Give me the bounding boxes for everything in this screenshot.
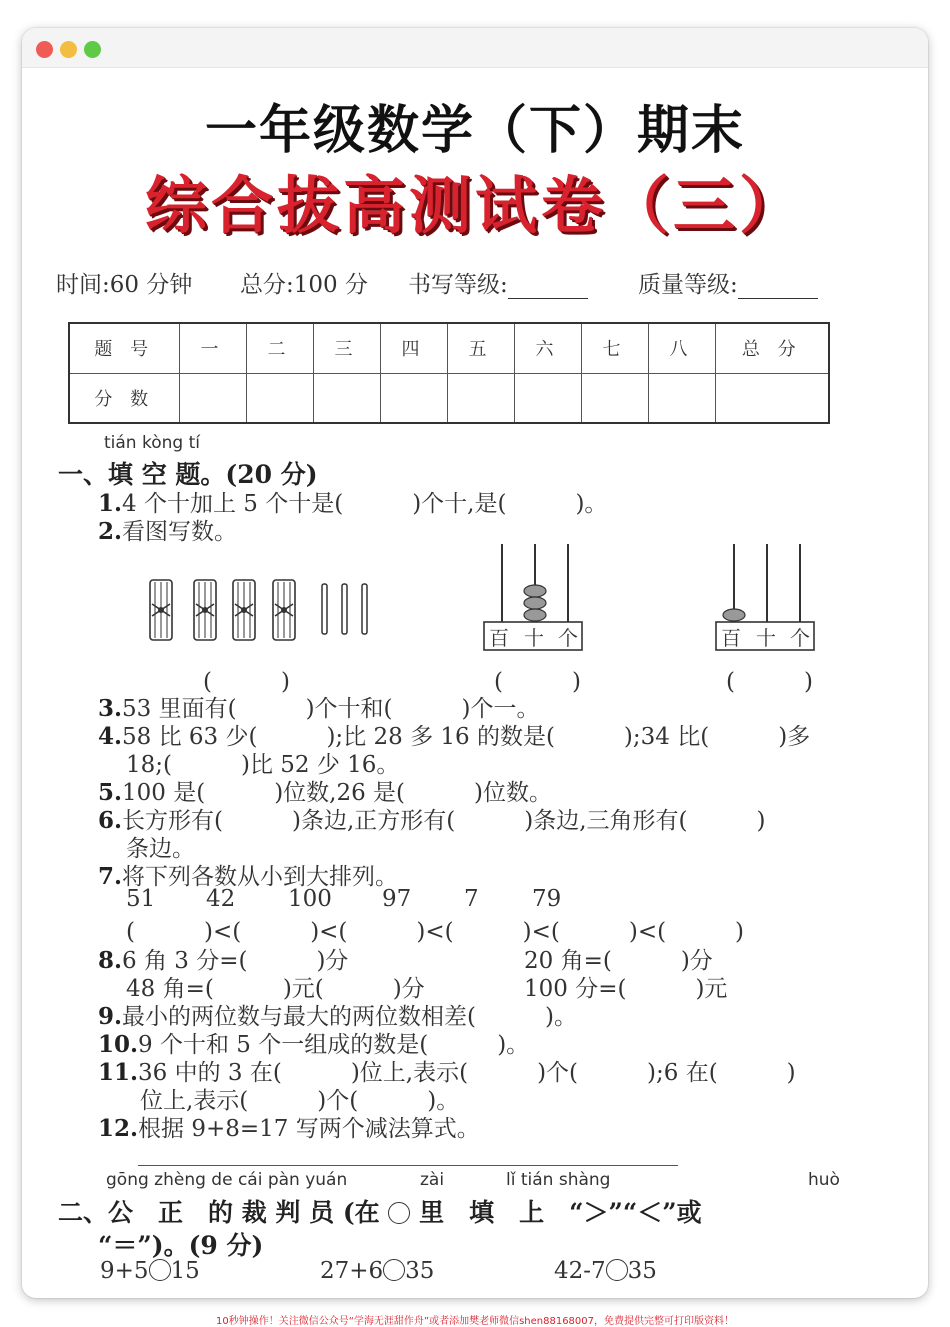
score-cell[interactable] [179, 373, 246, 423]
question-number: 3. [98, 695, 123, 722]
question-11-continued: 位上,表示( )个( )。 [140, 1088, 460, 1114]
score-header-cell: 四 [380, 323, 447, 373]
question-number: 12. [98, 1115, 139, 1142]
score-cell[interactable] [648, 373, 715, 423]
question-number: 7. [98, 863, 123, 890]
compare-left: 9+5 [100, 1258, 149, 1284]
question-number: 9. [98, 1003, 123, 1030]
question-text: 看图写数。 [122, 519, 238, 545]
compare-circle-blank[interactable] [606, 1259, 628, 1281]
score-cell[interactable] [246, 373, 313, 423]
question-text: 6 角 3 分=( )分 [122, 948, 349, 974]
question-text: 长方形有( )条边,正方形有( )条边,三角形有( ) [122, 808, 766, 834]
question-text: 53 里面有( )个十和( )个一。 [122, 696, 540, 722]
answer-blank-sticks[interactable]: ( ) [203, 669, 290, 695]
writing-grade-field[interactable] [508, 271, 588, 299]
question-8d: 100 分=( )元 [524, 976, 728, 1002]
question-text: 最小的两位数与最大的两位数相差( )。 [122, 1004, 577, 1030]
score-table-score-row [69, 373, 829, 423]
quality-grade-field[interactable] [738, 271, 818, 299]
section2-heading-continued: “＝”)。(9 分) [98, 1231, 264, 1260]
question-number: 11. [98, 1059, 139, 1086]
question-number: 8. [98, 947, 123, 974]
compare-circle-blank[interactable] [383, 1259, 405, 1281]
question-text: 36 中的 3 在( )位上,表示( )个( );6 在( ) [138, 1060, 796, 1086]
score-header-cell: 二 [246, 323, 313, 373]
sort-number: 51 [126, 886, 156, 912]
section2-pinyin-b: zài [420, 1170, 445, 1190]
section2-heading [58, 1193, 702, 1229]
sort-number: 79 [532, 886, 562, 912]
question-number: 2. [98, 518, 123, 545]
score-cell[interactable] [715, 373, 829, 423]
section1-pinyin: tián kòng tí [104, 433, 200, 453]
question-12 [98, 1110, 480, 1143]
question-text: 100 是( )位数,26 是( )位数。 [122, 780, 553, 806]
score-header-cell: 五 [447, 323, 514, 373]
question-number: 10. [98, 1031, 139, 1058]
exam-subtitle: 综合拔高测试卷（三） [144, 169, 805, 242]
question-number: 1. [98, 490, 123, 517]
sort-number: 100 [288, 886, 332, 912]
sort-order-blanks[interactable]: ( )<( )<( )<( )<( )<( ) [126, 919, 745, 945]
section2-pinyin-d: huò [808, 1170, 840, 1190]
compare-right: 35 [627, 1258, 657, 1284]
quality-grade [638, 266, 818, 299]
score-cell[interactable] [313, 373, 380, 423]
answer-blank-abacus-1[interactable]: ( ) [494, 669, 581, 695]
close-window-button[interactable] [36, 41, 53, 58]
question-text: 4 个十加上 5 个十是( )个十,是( )。 [122, 491, 608, 517]
section2-pinyin-a: gōng zhèng de cái pàn yuán [106, 1170, 348, 1190]
question-text: 将下列各数从小到大排列。 [122, 864, 399, 890]
question-number: 6. [98, 807, 123, 834]
score-header-cell: 三 [313, 323, 380, 373]
section2-heading-part-a: 二、公 正 的 裁 判 员 (在 [58, 1198, 380, 1227]
score-table [68, 322, 830, 424]
exam-title: 一年级数学（下）期末 [204, 101, 745, 161]
quality-grade-label: 质量等级: [638, 272, 738, 298]
window-titlebar [22, 28, 928, 68]
score-header-cell: 总 分 [715, 323, 829, 373]
question-8c: 48 角=( )元( )分 [126, 976, 425, 1002]
section2-pinyin-c: lǐ tián shàng [506, 1170, 611, 1190]
question-text: 根据 9+8=17 写两个减法算式。 [138, 1116, 480, 1142]
question-6-continued: 条边。 [126, 836, 195, 862]
compare-item-2 [320, 1258, 434, 1284]
question-6 [98, 802, 765, 835]
compare-left: 42-7 [554, 1258, 606, 1284]
abacus-1-label-hundreds: 百 [489, 626, 509, 650]
score-cell[interactable] [380, 373, 447, 423]
answer-blank-abacus-2[interactable]: ( ) [726, 669, 813, 695]
exam-time: 时间:60 分钟 [56, 272, 193, 298]
minimize-window-button[interactable] [60, 41, 77, 58]
score-row-label: 分 数 [69, 373, 179, 423]
stick-bundles-picture [150, 580, 367, 640]
score-cell[interactable] [447, 373, 514, 423]
question-number: 4. [98, 723, 123, 750]
score-header-cell: 题 号 [69, 323, 179, 373]
circle-icon [388, 1202, 410, 1224]
section1-heading: 一、填 空 题。(20 分) [58, 460, 318, 489]
sort-number: 42 [206, 886, 236, 912]
score-header-cell: 一 [179, 323, 246, 373]
abacus-1-label-tens: 十 [524, 626, 544, 650]
compare-right: 35 [405, 1258, 435, 1284]
writing-grade-label: 书写等级: [408, 272, 508, 298]
question-number: 5. [98, 779, 123, 806]
compare-circle-blank[interactable] [149, 1259, 171, 1281]
compare-right: 15 [170, 1258, 200, 1284]
footer-notice: 10秒钟操作！关注微信公众号“学海无涯甜作舟”或者添加樊老师微信shen88168007，免费提供完整可打印版资料！ [215, 1316, 735, 1327]
score-header-cell: 六 [514, 323, 581, 373]
compare-left: 27+6 [320, 1258, 384, 1284]
abacus-2-label-hundreds: 百 [721, 626, 741, 650]
score-header-cell: 七 [581, 323, 648, 373]
score-header-cell: 八 [648, 323, 715, 373]
section2-heading-part-b: 里 填 上 “＞”“＜”或 [419, 1198, 702, 1227]
question-4-continued: 18;( )比 52 少 16。 [126, 752, 400, 778]
score-cell[interactable] [581, 373, 648, 423]
compare-item-3 [554, 1258, 657, 1284]
maximize-window-button[interactable] [84, 41, 101, 58]
sort-number: 97 [382, 886, 412, 912]
exam-total-score: 总分:100 分 [240, 272, 368, 298]
writing-grade [408, 266, 588, 299]
writing-line [138, 1165, 678, 1166]
compare-item-1 [100, 1258, 200, 1284]
question-text: 9 个十和 5 个一组成的数是( )。 [138, 1032, 530, 1058]
abacus-2-label-tens: 十 [756, 626, 776, 650]
score-cell[interactable] [514, 373, 581, 423]
score-table-header-row [69, 323, 829, 373]
question-8b: 20 角=( )分 [524, 948, 713, 974]
abacus-1-label-ones: 个 [558, 626, 578, 650]
sort-number: 7 [464, 886, 479, 912]
abacus-2-label-ones: 个 [790, 626, 810, 650]
question-text: 58 比 63 少( );比 28 多 16 的数是( );34 比( )多 [122, 724, 811, 750]
